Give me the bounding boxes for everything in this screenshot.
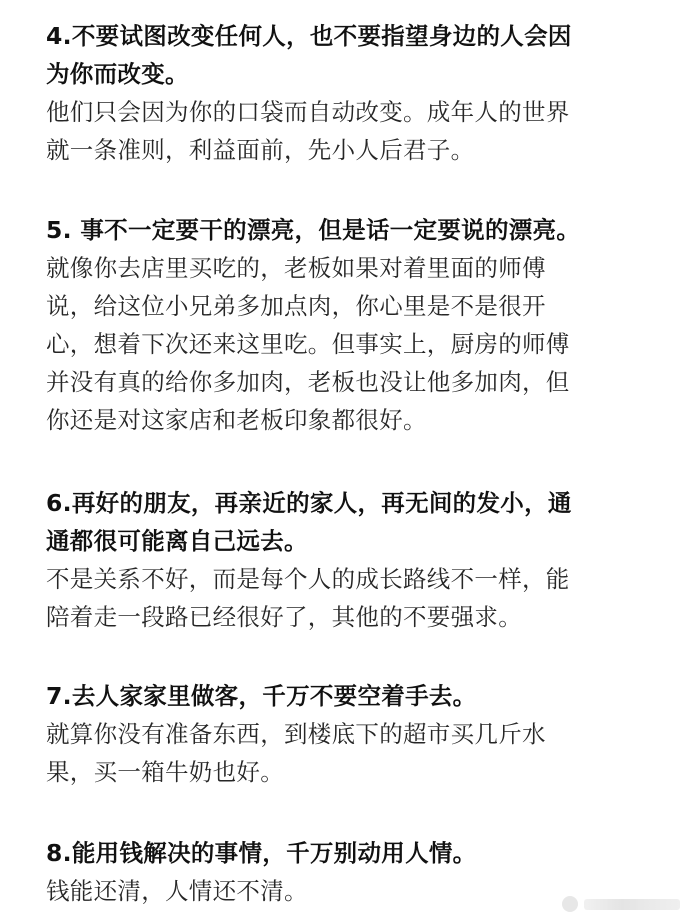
body-line: 并没有真的给你多加肉，老板也没让他多加肉，但 <box>46 368 570 396</box>
body-line: 心，想着下次还来这里吃。但事实上，厨房的师傅 <box>46 330 570 358</box>
body-line: 说，给这位小兄弟多加点肉，你心里是不是很开 <box>46 292 546 320</box>
heading-line: 6.再好的朋友，再亲近的家人，再无间的发小，通 <box>46 489 572 517</box>
heading-line: 7.去人家家里做客，千万不要空着手去。 <box>46 682 477 710</box>
tip-heading <box>46 834 666 872</box>
heading-line: 为你而改变。 <box>46 60 189 88</box>
body-line: 就像你去店里买吃的，老板如果对着里面的师傅 <box>46 254 546 282</box>
tip-body <box>46 93 666 169</box>
tip-heading <box>46 211 666 249</box>
tip-body <box>46 715 666 791</box>
body-line: 就一条准则，利益面前，先小人后君子。 <box>46 136 475 164</box>
heading-line: 通都很可能离自己远去。 <box>46 527 308 555</box>
body-line: 果，买一箱牛奶也好。 <box>46 758 284 786</box>
body-line: 他们只会因为你的口袋而自动改变。成年人的世界 <box>46 98 570 126</box>
body-line: 钱能还清，人情还不清。 <box>46 877 308 905</box>
watermark-logo-icon <box>562 896 578 912</box>
tip-6 <box>46 484 666 636</box>
tip-heading <box>46 484 666 560</box>
heading-line: 4.不要试图改变任何人，也不要指望身边的人会因 <box>46 22 572 50</box>
body-line: 不是关系不好，而是每个人的成长路线不一样，能 <box>46 565 570 593</box>
heading-line: 5. 事不一定要干的漂亮，但是话一定要说的漂亮。 <box>46 216 581 244</box>
tip-4 <box>46 17 666 169</box>
tip-heading <box>46 17 666 93</box>
tip-7 <box>46 677 666 791</box>
tip-body <box>46 560 666 636</box>
body-line: 就算你没有准备东西，到楼底下的超市买几斤水 <box>46 720 546 748</box>
tip-body <box>46 249 666 439</box>
tip-5 <box>46 211 666 439</box>
watermark-text-blur <box>584 899 680 910</box>
heading-line: 8.能用钱解决的事情，千万别动用人情。 <box>46 839 477 867</box>
watermark <box>530 894 680 914</box>
body-line: 陪着走一段路已经很好了，其他的不要强求。 <box>46 603 522 631</box>
body-line: 你还是对这家店和老板印象都很好。 <box>46 406 427 434</box>
tip-heading <box>46 677 666 715</box>
